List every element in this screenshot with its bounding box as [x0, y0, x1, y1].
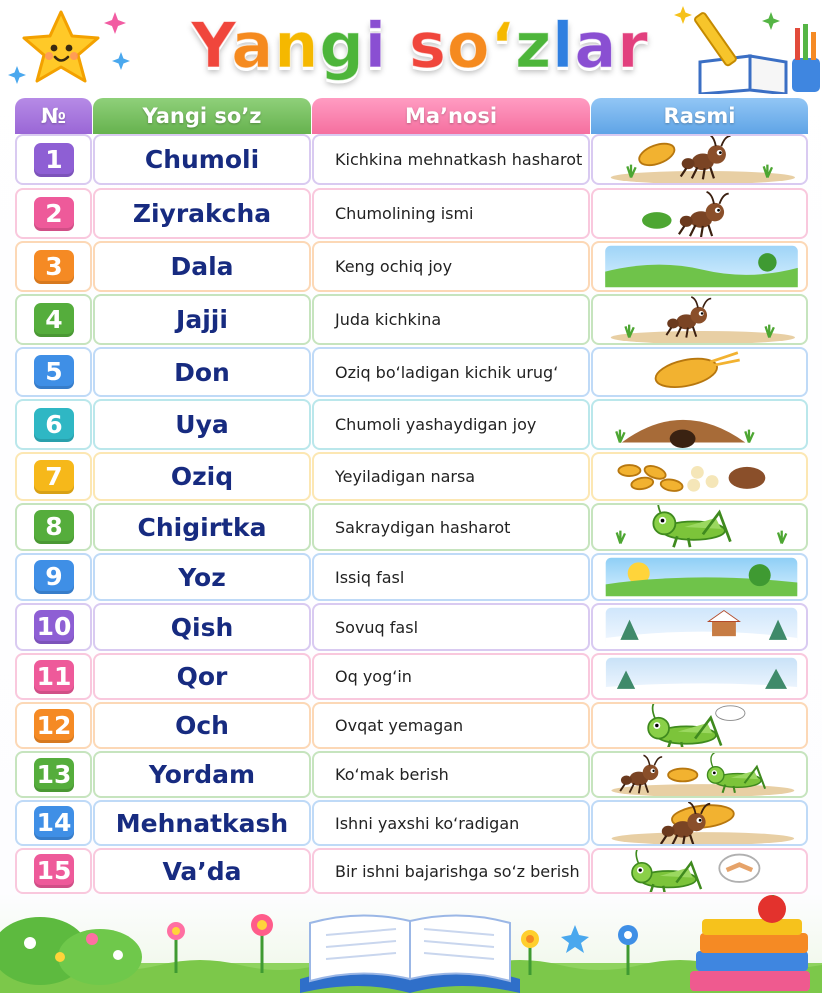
vocabulary-word: Jajji — [176, 305, 228, 334]
picture-cell — [591, 751, 808, 798]
meaning-cell — [312, 503, 590, 551]
vocabulary-word: Ziyrakcha — [132, 199, 272, 228]
word-cell — [93, 452, 311, 501]
word-cell — [93, 553, 311, 601]
table-row — [15, 188, 808, 239]
row-number-badge: 9 — [34, 560, 74, 594]
winter-house-icon — [593, 605, 808, 649]
word-meaning: Bir ishni bajarishga so‘z berish — [335, 861, 580, 881]
table-row — [15, 134, 808, 185]
vocabulary-word: Dala — [170, 252, 234, 281]
picture-cell — [591, 188, 808, 239]
title-letter: s — [409, 9, 447, 82]
field-icon — [593, 243, 808, 290]
meaning-cell — [312, 294, 590, 345]
vocabulary-word: Mehnatkash — [115, 808, 289, 838]
table-row — [15, 653, 808, 700]
help-icon — [593, 753, 808, 796]
picture-cell — [591, 241, 808, 292]
meaning-cell — [312, 134, 590, 185]
word-meaning: Ko‘mak berish — [335, 765, 449, 784]
small-ant-icon — [593, 296, 808, 343]
promise-icon — [593, 850, 808, 892]
word-cell — [93, 241, 311, 292]
title-letter: g — [319, 9, 365, 82]
vocabulary-word: Qor — [176, 662, 228, 691]
word-cell — [93, 653, 311, 700]
number-cell — [15, 800, 92, 846]
number-cell — [15, 188, 92, 239]
table-row — [15, 452, 808, 501]
word-meaning: Oziq bo‘ladigan kichik urug‘ — [335, 362, 559, 382]
sparkle-icon — [112, 52, 130, 70]
title-letter: ‘ — [490, 9, 516, 82]
word-meaning: Oq yog‘in — [335, 667, 412, 686]
picture-cell — [591, 603, 808, 651]
title-letter: i — [364, 9, 387, 82]
vocabulary-word: Chigirtka — [137, 512, 267, 542]
word-cell — [93, 188, 311, 239]
meaning-cell — [312, 553, 590, 601]
title-letter: n — [274, 9, 320, 82]
word-meaning: Ovqat yemagan — [335, 716, 464, 735]
grasshopper-icon — [593, 505, 808, 549]
header-picture: Rasmi — [591, 98, 808, 134]
word-cell — [93, 702, 311, 749]
row-number-badge: 14 — [34, 806, 74, 840]
header-meaning: Ma’nosi — [312, 98, 590, 134]
number-cell — [15, 452, 92, 501]
meaning-cell — [312, 399, 590, 450]
word-cell — [93, 603, 311, 651]
word-cell — [93, 751, 311, 798]
picture-cell — [591, 399, 808, 450]
picture-cell — [591, 452, 808, 501]
number-cell — [15, 134, 92, 185]
header — [0, 0, 822, 96]
table-header — [15, 98, 808, 134]
snow-icon — [593, 655, 808, 698]
row-number-badge: 13 — [34, 758, 74, 792]
header-number: № — [15, 98, 92, 134]
meaning-cell — [312, 241, 590, 292]
table-row — [15, 399, 808, 450]
picture-cell — [591, 347, 808, 397]
row-number-badge: 6 — [34, 408, 74, 442]
number-cell — [15, 553, 92, 601]
hardworking-ant-icon — [593, 802, 808, 844]
row-number-badge: 2 — [34, 197, 74, 231]
word-meaning: Chumoli yashaydigan joy — [335, 415, 537, 434]
header-word: Yangi so’z — [93, 98, 311, 134]
number-cell — [15, 399, 92, 450]
word-cell — [93, 294, 311, 345]
word-cell — [93, 503, 311, 551]
word-meaning: Issiq fasl — [335, 567, 405, 587]
picture-cell — [591, 503, 808, 551]
picture-cell — [591, 134, 808, 185]
title-letter: o — [446, 9, 491, 82]
vocabulary-word: Chumoli — [144, 145, 260, 174]
table-row — [15, 702, 808, 749]
row-number-badge: 11 — [34, 660, 74, 694]
vocabulary-word: Yoz — [178, 562, 226, 592]
row-number-badge: 12 — [34, 709, 74, 743]
row-number-badge: 10 — [34, 610, 74, 644]
title-letter: a — [574, 9, 618, 82]
row-number-badge: 15 — [34, 854, 74, 888]
row-number-badge: 5 — [34, 355, 74, 389]
ant-leaf-icon — [593, 190, 808, 237]
sparkle-icon — [8, 66, 26, 84]
meaning-cell — [312, 702, 590, 749]
number-cell — [15, 603, 92, 651]
number-cell — [15, 848, 92, 894]
word-meaning: Sakraydigan hasharot — [335, 517, 511, 537]
vocabulary-word: Yordam — [148, 760, 256, 789]
word-meaning: Kichkina mehnatkash hasharot — [335, 150, 583, 169]
word-meaning: Keng ochiq joy — [335, 257, 453, 276]
hungry-grasshopper-icon — [593, 704, 808, 747]
title-letter: l — [552, 9, 575, 82]
row-number-badge: 1 — [34, 143, 74, 177]
table-row — [15, 553, 808, 601]
title-letter: Y — [191, 9, 232, 82]
row-number-badge: 3 — [34, 250, 74, 284]
picture-cell — [591, 800, 808, 846]
table-row — [15, 800, 808, 846]
sparkle-icon — [104, 12, 126, 34]
title-letter: z — [515, 9, 553, 82]
number-cell — [15, 503, 92, 551]
book-pencil-cup-icon — [694, 10, 822, 94]
books-apple-icon — [690, 895, 810, 991]
word-cell — [93, 399, 311, 450]
food-grains-icon — [593, 454, 808, 499]
grain-icon — [593, 349, 808, 395]
meaning-cell — [312, 653, 590, 700]
ant-seed-icon — [593, 136, 808, 183]
word-meaning: Ishni yaxshi ko‘radigan — [335, 813, 520, 833]
summer-icon — [593, 555, 808, 599]
word-cell — [93, 848, 311, 894]
vocabulary-word: Va’da — [162, 856, 242, 886]
meaning-cell — [312, 603, 590, 651]
row-number-badge: 8 — [34, 510, 74, 544]
table-row — [15, 347, 808, 397]
title-letter: a — [231, 9, 275, 82]
number-cell — [15, 241, 92, 292]
number-cell — [15, 294, 92, 345]
sparkle-icon — [674, 6, 692, 24]
meaning-cell — [312, 800, 590, 846]
vocabulary-word: Och — [175, 711, 229, 740]
page-title — [140, 2, 700, 90]
number-cell — [15, 653, 92, 700]
vocabulary-word: Oziq — [170, 462, 234, 491]
picture-cell — [591, 294, 808, 345]
vocabulary-word: Qish — [170, 612, 234, 642]
vocabulary-word: Uya — [175, 410, 229, 439]
picture-cell — [591, 848, 808, 894]
picture-cell — [591, 653, 808, 700]
number-cell — [15, 751, 92, 798]
word-cell — [93, 134, 311, 185]
picture-cell — [591, 702, 808, 749]
table-row — [15, 751, 808, 798]
meaning-cell — [312, 452, 590, 501]
meaning-cell — [312, 188, 590, 239]
meaning-cell — [312, 347, 590, 397]
smiling-star-icon — [14, 8, 110, 88]
number-cell — [15, 702, 92, 749]
table-row — [15, 503, 808, 551]
word-meaning: Chumolining ismi — [335, 204, 474, 223]
table-row — [15, 603, 808, 651]
word-cell — [93, 800, 311, 846]
meaning-cell — [312, 848, 590, 894]
anthill-icon — [593, 401, 808, 448]
meaning-cell — [312, 751, 590, 798]
word-meaning: Juda kichkina — [335, 310, 442, 329]
row-number-badge: 7 — [34, 460, 74, 494]
word-meaning: Sovuq fasl — [335, 617, 419, 637]
word-cell — [93, 347, 311, 397]
picture-cell — [591, 553, 808, 601]
table-row — [15, 294, 808, 345]
title-letter: r — [617, 9, 649, 82]
table-row — [15, 241, 808, 292]
vocabulary-word: Don — [174, 357, 230, 387]
row-number-badge: 4 — [34, 303, 74, 337]
footer-decoration — [0, 895, 822, 993]
table-row — [15, 848, 808, 894]
number-cell — [15, 347, 92, 397]
word-meaning: Yeyiladigan narsa — [335, 467, 476, 486]
open-book-icon — [300, 915, 520, 993]
